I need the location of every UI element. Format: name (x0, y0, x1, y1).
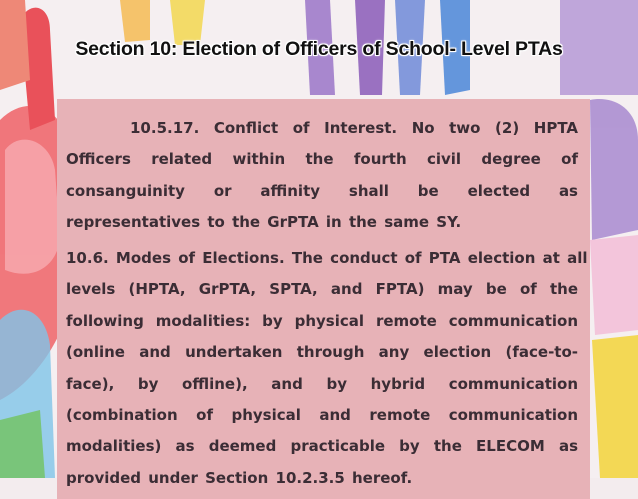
paragraph-line: 10.5.17. Conflict of Interest. No two (2) HPTA (130, 119, 578, 137)
pink-hand-pta-left (5, 140, 60, 274)
paragraph-line: 10.6. Modes of Elections. The conduct of PTA election at all (66, 249, 588, 267)
paragraph-conflict-of-interest (66, 113, 578, 239)
paragraph-line: following modalities: by physical remote communication (66, 311, 578, 330)
paragraph-line: modalities) as deemed practicable by the ELECOM as (66, 437, 578, 456)
paragraph-line: Officers related within the fourth civil degree of (66, 150, 578, 169)
paragraph-line: consanguinity or affinity shall be elected as (66, 181, 578, 200)
paragraph-modes-of-elections (66, 243, 588, 494)
slide-title: Section 10: Election of Officers of School- Level PTAs (75, 38, 563, 60)
paragraph-line: representatives to the GrPTA in the same SY. (66, 213, 462, 232)
paragraph-line: face), by offline), and by hybrid communication (66, 374, 578, 393)
paragraph-line: (combination of physical and remote communication (66, 405, 578, 424)
paragraph-line: provided under Section 10.2.3.5 hereof. (66, 468, 413, 487)
paragraph-line: levels (HPTA, GrPTA, SPTA, and FPTA) may be of the (66, 280, 578, 299)
paragraph-line: (online and undertaken through any election (face-to- (66, 343, 578, 362)
